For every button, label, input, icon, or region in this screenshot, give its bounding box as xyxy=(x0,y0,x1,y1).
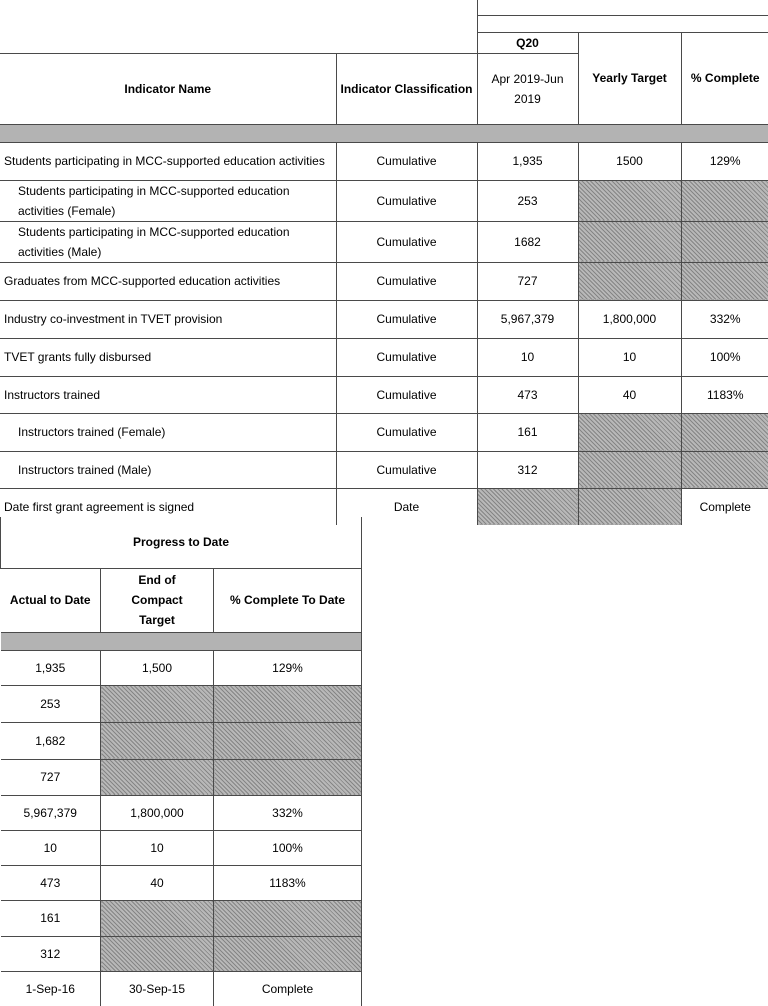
classification: Cumulative xyxy=(336,180,477,221)
table-row xyxy=(0,413,768,451)
classification: Cumulative xyxy=(336,142,477,180)
end-target-header-text: End of Compact Target xyxy=(131,573,183,627)
yearly-target: 1,800,000 xyxy=(578,300,681,338)
classification: Date xyxy=(336,488,477,525)
q20-value: 1682 xyxy=(477,221,578,262)
actual-to-date: 161 xyxy=(1,900,101,936)
pct-to-date: Complete xyxy=(214,971,362,1006)
q20-value: 1,935 xyxy=(477,142,578,180)
section-band xyxy=(1,632,362,650)
actual-to-date: 473 xyxy=(1,865,101,900)
period-range-text: Apr 2019-Jun 2019 xyxy=(491,71,564,106)
spacer xyxy=(0,32,477,53)
actual-to-date: 312 xyxy=(1,936,101,971)
hatched-cell xyxy=(681,262,768,300)
hatched-cell xyxy=(101,900,214,936)
q20-value: 10 xyxy=(477,338,578,376)
pct-complete: 100% xyxy=(681,338,768,376)
end-target: 30-Sep-15 xyxy=(101,971,214,1006)
table-row xyxy=(1,759,362,795)
hatched-cell xyxy=(214,685,362,722)
header-strip xyxy=(477,15,768,32)
hatched-cell xyxy=(101,936,214,971)
table-row xyxy=(0,142,768,180)
actual-to-date: 10 xyxy=(1,830,101,865)
yearly-target: 1500 xyxy=(578,142,681,180)
hatched-cell xyxy=(101,685,214,722)
actual-to-date: 1,935 xyxy=(1,650,101,685)
table-row xyxy=(0,300,768,338)
pct-to-date-header: % Complete To Date xyxy=(214,568,362,632)
section-band xyxy=(0,124,768,142)
yearly-target-header: Yearly Target xyxy=(578,32,681,124)
hatched-cell xyxy=(681,413,768,451)
hatched-cell xyxy=(681,451,768,488)
indicator-classification-header: Indicator Classification xyxy=(336,53,477,124)
classification: Cumulative xyxy=(336,300,477,338)
hatched-cell xyxy=(681,180,768,221)
indicator-name: Graduates from MCC-supported education activities xyxy=(0,262,336,300)
yearly-target: 40 xyxy=(578,376,681,413)
q20-value: 253 xyxy=(477,180,578,221)
classification: Cumulative xyxy=(336,451,477,488)
pct-complete: 129% xyxy=(681,142,768,180)
indicator-name: Instructors trained (Male) xyxy=(0,451,336,488)
pct-to-date: 100% xyxy=(214,830,362,865)
indicator-name: Industry co-investment in TVET provision xyxy=(0,300,336,338)
pct-complete: Complete xyxy=(681,488,768,525)
end-target: 1,500 xyxy=(101,650,214,685)
classification: Cumulative xyxy=(336,338,477,376)
spacer xyxy=(0,0,477,15)
actual-to-date: 5,967,379 xyxy=(1,795,101,830)
pct-complete-header: % Complete xyxy=(681,32,768,124)
hatched-cell xyxy=(214,759,362,795)
hatched-cell xyxy=(101,722,214,759)
indicator-name: Students participating in MCC-supported education activities (Male) xyxy=(0,221,336,262)
table-row xyxy=(0,262,768,300)
progress-title: Progress to Date xyxy=(1,517,362,568)
actual-to-date: 1-Sep-16 xyxy=(1,971,101,1006)
pct-complete: 1183% xyxy=(681,376,768,413)
end-target: 10 xyxy=(101,830,214,865)
indicator-name: Students participating in MCC-supported education activities (Female) xyxy=(0,180,336,221)
table-row xyxy=(0,338,768,376)
actual-to-date-header: Actual to Date xyxy=(1,568,101,632)
period-label: Q20 xyxy=(477,32,578,53)
q20-value: 312 xyxy=(477,451,578,488)
actual-to-date: 253 xyxy=(1,685,101,722)
hatched-cell xyxy=(578,451,681,488)
table-row xyxy=(0,376,768,413)
classification: Cumulative xyxy=(336,376,477,413)
hatched-cell xyxy=(578,262,681,300)
progress-to-date-table xyxy=(0,517,362,1006)
hatched-cell xyxy=(578,180,681,221)
hatched-cell xyxy=(101,759,214,795)
actual-to-date: 1,682 xyxy=(1,722,101,759)
indicator-name-header: Indicator Name xyxy=(0,53,336,124)
q20-value: 473 xyxy=(477,376,578,413)
indicator-name: Instructors trained xyxy=(0,376,336,413)
hatched-cell xyxy=(214,722,362,759)
q20-value: 727 xyxy=(477,262,578,300)
hatched-cell xyxy=(578,221,681,262)
end-target: 40 xyxy=(101,865,214,900)
pct-to-date: 332% xyxy=(214,795,362,830)
pct-complete: 332% xyxy=(681,300,768,338)
table-row xyxy=(1,795,362,830)
classification: Cumulative xyxy=(336,221,477,262)
end-target: 1,800,000 xyxy=(101,795,214,830)
table-row xyxy=(1,971,362,1006)
period-range-header xyxy=(477,53,578,124)
table-row xyxy=(1,865,362,900)
table-row xyxy=(0,180,768,221)
table-row xyxy=(1,685,362,722)
hatched-cell xyxy=(214,936,362,971)
hatched-cell xyxy=(578,488,681,525)
q20-value: 161 xyxy=(477,413,578,451)
table-row xyxy=(1,722,362,759)
table-row xyxy=(1,830,362,865)
q20-value: 5,967,379 xyxy=(477,300,578,338)
table-row xyxy=(0,221,768,262)
indicator-name: TVET grants fully disbursed xyxy=(0,338,336,376)
table-row xyxy=(1,650,362,685)
header-strip xyxy=(477,0,768,15)
classification: Cumulative xyxy=(336,413,477,451)
hatched-cell xyxy=(477,488,578,525)
hatched-cell xyxy=(214,900,362,936)
yearly-target: 10 xyxy=(578,338,681,376)
table-row xyxy=(0,451,768,488)
spacer xyxy=(0,15,477,32)
pct-to-date: 129% xyxy=(214,650,362,685)
table-row xyxy=(1,936,362,971)
hatched-cell xyxy=(681,221,768,262)
actual-to-date: 727 xyxy=(1,759,101,795)
indicator-name: Instructors trained (Female) xyxy=(0,413,336,451)
end-target-header xyxy=(101,568,214,632)
table-row xyxy=(1,900,362,936)
classification: Cumulative xyxy=(336,262,477,300)
indicator-name: Students participating in MCC-supported education activities xyxy=(0,142,336,180)
pct-to-date: 1183% xyxy=(214,865,362,900)
indicator-name: Date first grant agreement is signed xyxy=(0,488,336,525)
hatched-cell xyxy=(578,413,681,451)
